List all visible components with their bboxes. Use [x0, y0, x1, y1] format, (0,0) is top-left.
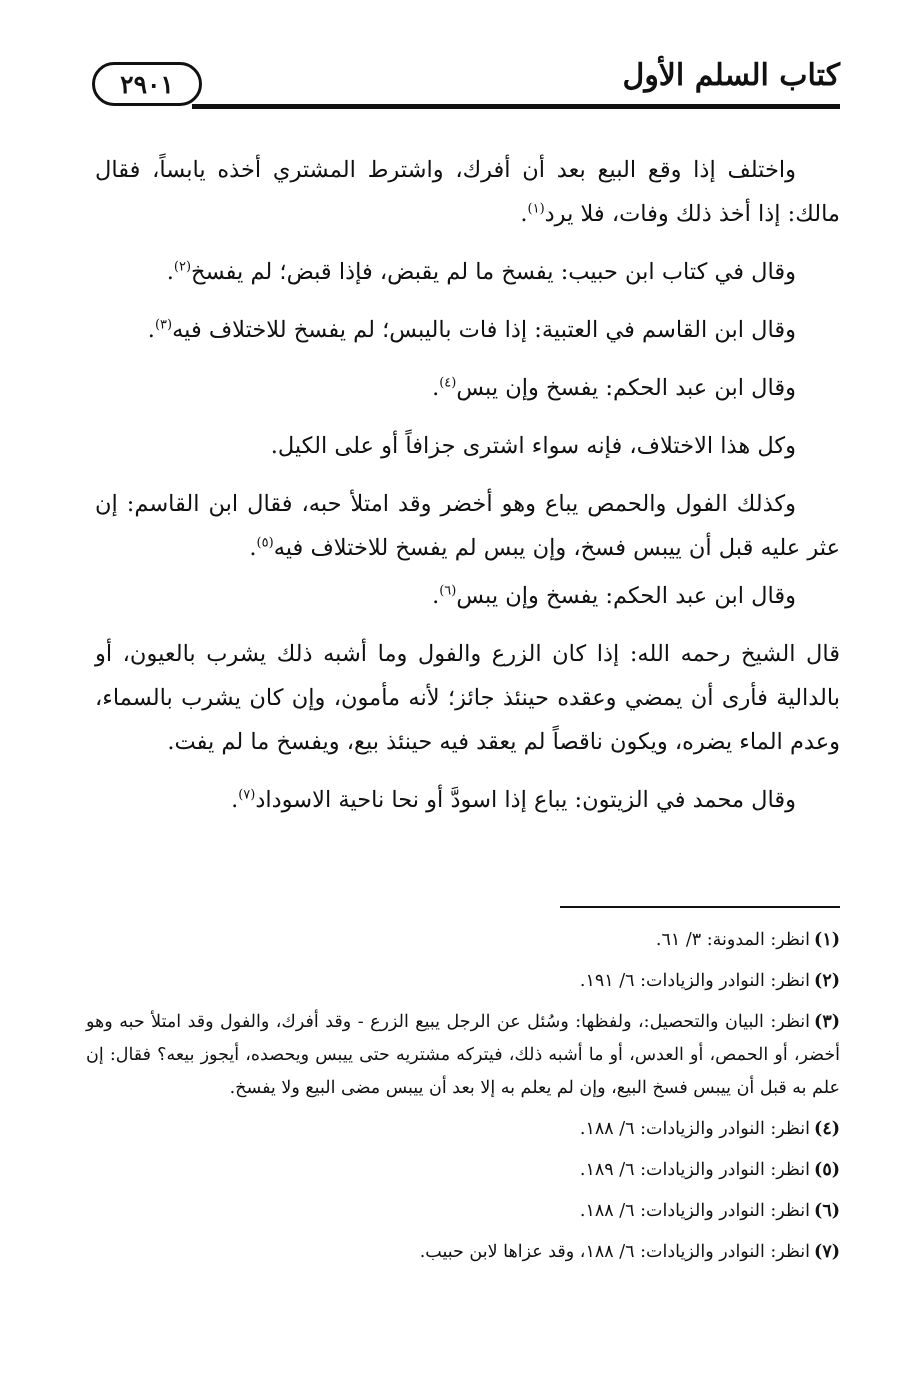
footnote-ref-5: (٥) — [256, 535, 274, 551]
main-text — [95, 148, 840, 836]
footnote-ref-6: (٦) — [439, 583, 457, 599]
paragraph-9 — [95, 778, 840, 822]
footnote-text: انظر: النوادر والزيادات: ٦/ ١٩١. — [579, 971, 811, 991]
footnote-6 — [86, 1195, 840, 1228]
paragraph-text: وقال ابن القاسم في العتبية: إذا فات باليبس؛ لم يفسخ للاختلاف فيه — [172, 317, 796, 343]
paragraph-end: . — [166, 259, 174, 285]
footnote-7 — [86, 1236, 840, 1269]
footnote-number: (٧) — [814, 1242, 840, 1262]
footnote-number: (٥) — [814, 1160, 840, 1180]
paragraph-text: وكذلك الفول والحمص يباع وهو أخضر وقد امتلأ حبه، فقال ابن القاسم: إن عثر عليه قبل أن ييبس فسخ، وإن يبس لم يفسخ للاختلاف فيه — [95, 491, 840, 561]
footnote-number: (٢) — [814, 971, 840, 991]
paragraph-4 — [95, 366, 840, 410]
footnote-text: انظر: النوادر والزيادات: ٦/ ١٨٨، وقد عزاها لابن حبيب. — [419, 1242, 811, 1262]
paragraph-8 — [95, 632, 840, 764]
page-number-box — [92, 62, 202, 106]
paragraph-text: وكل هذا الاختلاف، فإنه سواء اشترى جزافاً أو على الكيل. — [270, 433, 796, 459]
footnote-separator — [560, 906, 840, 908]
page-number: ٢٩٠١ — [120, 69, 174, 99]
footnote-3 — [86, 1006, 840, 1105]
paragraph-end: . — [249, 535, 257, 561]
paragraph-5 — [95, 424, 840, 468]
paragraph-end: . — [147, 317, 155, 343]
footnote-text: انظر: النوادر والزيادات: ٦/ ١٨٨. — [579, 1201, 811, 1221]
footnote-text: انظر: النوادر والزيادات: ٦/ ١٨٩. — [579, 1160, 811, 1180]
paragraph-text: وقال ابن عبد الحكم: يفسخ وإن يبس — [456, 375, 796, 401]
paragraph-text: واختلف إذا وقع البيع بعد أن أفرك، واشترط المشتري أخذه يابساً، فقال مالك: إذا أخذ ذلك وفات، فلا يرد — [95, 157, 840, 227]
footnote-text: انظر: النوادر والزيادات: ٦/ ١٨٨. — [579, 1119, 811, 1139]
footnote-ref-2: (٢) — [173, 259, 192, 275]
paragraph-text: وقال في كتاب ابن حبيب: يفسخ ما لم يقبض، فإذا قبض؛ لم يفسخ — [191, 259, 796, 285]
footnote-number: (٦) — [814, 1201, 840, 1221]
chapter-title: كتاب السلم الأول — [622, 58, 840, 93]
footnote-4 — [86, 1113, 840, 1146]
footnote-number: (٤) — [814, 1119, 840, 1139]
footnote-2 — [86, 965, 840, 998]
paragraph-2 — [95, 250, 840, 294]
footnote-5 — [86, 1154, 840, 1187]
paragraph-3 — [95, 308, 840, 352]
paragraph-7 — [95, 574, 840, 618]
footnote-text: انظر: البيان والتحصيل:، ولفظها: وسُئل عن الرجل يبيع الزرع - وقد أفرك، والفول وقد امتلأ حبه وهو أخضر، أو الحمص، أو العدس، أو ما أشبه ذلك، فيتركه مشتريه حتى ييبس ويحصده، أيجوز بيعه؟ فقال: إن علم به قبل أن ييبس فسخ البيع، وإن لم يعلم به إلا بعد أن ييبس مضى البيع ولا يفسخ. — [86, 1012, 840, 1098]
paragraph-end: . — [520, 201, 528, 227]
footnote-ref-7: (٧) — [238, 787, 256, 803]
page-header — [92, 58, 840, 122]
footnote-number: (١) — [814, 930, 840, 950]
paragraph-6 — [95, 482, 840, 570]
footnote-1 — [86, 924, 840, 957]
paragraph-1 — [95, 148, 840, 236]
paragraph-text: قال الشيخ رحمه الله: إذا كان الزرع والفول وما أشبه ذلك يشرب بالعيون، أو بالدالية فأرى أن يمضي وعقده حينئذ جائز؛ لأنه مأمون، وإن كان يشرب بالسماء، وعدم الماء يضره، ويكون ناقصاً لم يعقد فيه حينئذ بيع، ويفسخ ما لم يفت. — [95, 641, 840, 755]
footnotes — [86, 924, 840, 1277]
header-rule — [192, 104, 840, 109]
footnote-ref-4: (٤) — [439, 375, 457, 391]
footnote-ref-1: (١) — [527, 201, 545, 217]
footnote-ref-3: (٣) — [154, 317, 173, 333]
paragraph-end: . — [432, 375, 440, 401]
paragraph-end: . — [432, 583, 440, 609]
footnote-number: (٣) — [814, 1012, 840, 1032]
paragraph-text: وقال ابن عبد الحكم: يفسخ وإن يبس — [456, 583, 796, 609]
footnote-text: انظر: المدونة: ٣/ ٦١. — [655, 930, 811, 950]
paragraph-text: وقال محمد في الزيتون: يباع إذا اسودَّ أو نحا ناحية الاسوداد — [255, 787, 796, 813]
paragraph-end: . — [231, 787, 239, 813]
